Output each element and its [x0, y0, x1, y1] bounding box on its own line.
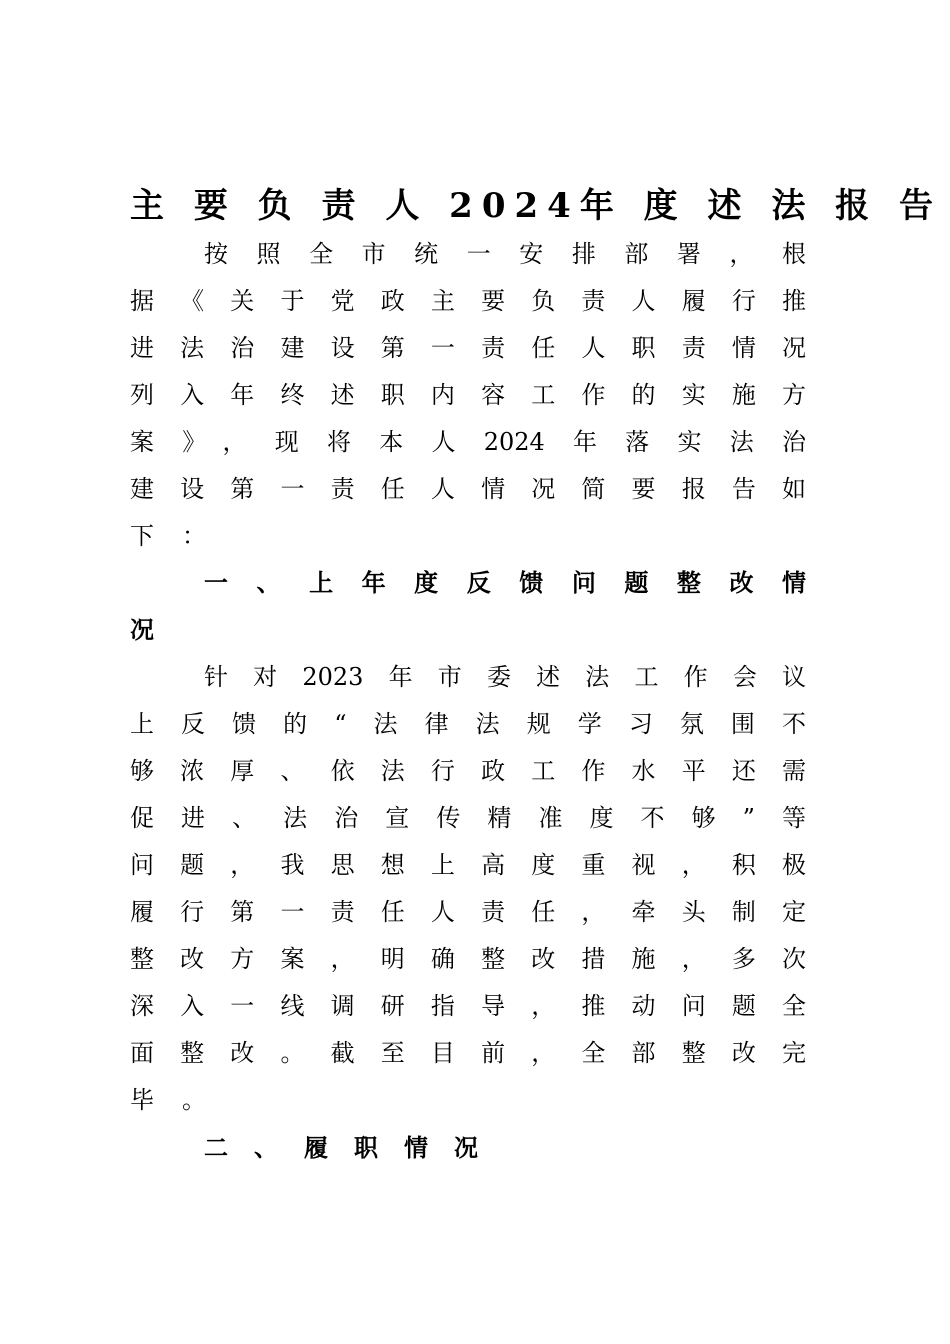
document-title: 主 要 负 责 人 2024年 度 述 法 报 告 — [130, 186, 942, 226]
paragraph-line: 针对2023年市委述法工作会议 — [204, 663, 806, 691]
paragraph-line: 问题，我思想上高度重视，积极 — [130, 851, 806, 879]
paragraph-line: 建设第一责任人情况简要报告如 — [130, 475, 806, 503]
paragraph-line: 按照全市统一安排部署，根 — [204, 240, 806, 268]
paragraph-line: 履行第一责任人责任，牵头制定 — [130, 898, 806, 926]
paragraph-line: 下： — [130, 522, 234, 550]
paragraph-line: 上反馈的“法律法规学习氛围不 — [130, 710, 806, 738]
paragraph-line: 面整改。截至目前，全部整改完 — [130, 1039, 806, 1067]
paragraph-line: 列入年终述职内容工作的实施方 — [130, 381, 806, 409]
paragraph-line: 促进、法治宣传精准度不够”等 — [130, 804, 806, 832]
paragraph-line: 进法治建设第一责任人职责情况 — [130, 334, 806, 362]
paragraph-line: 整改方案，明确整改措施，多次 — [130, 945, 806, 973]
paragraph-line: 深入一线调研指导，推动问题全 — [130, 992, 806, 1020]
section-heading-1-continued: 况 — [130, 616, 180, 644]
section-heading-2: 二、履职情况 — [204, 1134, 504, 1162]
paragraph-line: 够浓厚、依法行政工作水平还需 — [130, 757, 806, 785]
paragraph-line: 据《关于党政主要负责人履行推 — [130, 287, 806, 315]
paragraph-line: 案》，现将本人2024年落实法治 — [130, 428, 806, 456]
paragraph-line: 毕。 — [130, 1086, 234, 1114]
section-heading-1: 一、上年度反馈问题整改情 — [204, 569, 806, 597]
